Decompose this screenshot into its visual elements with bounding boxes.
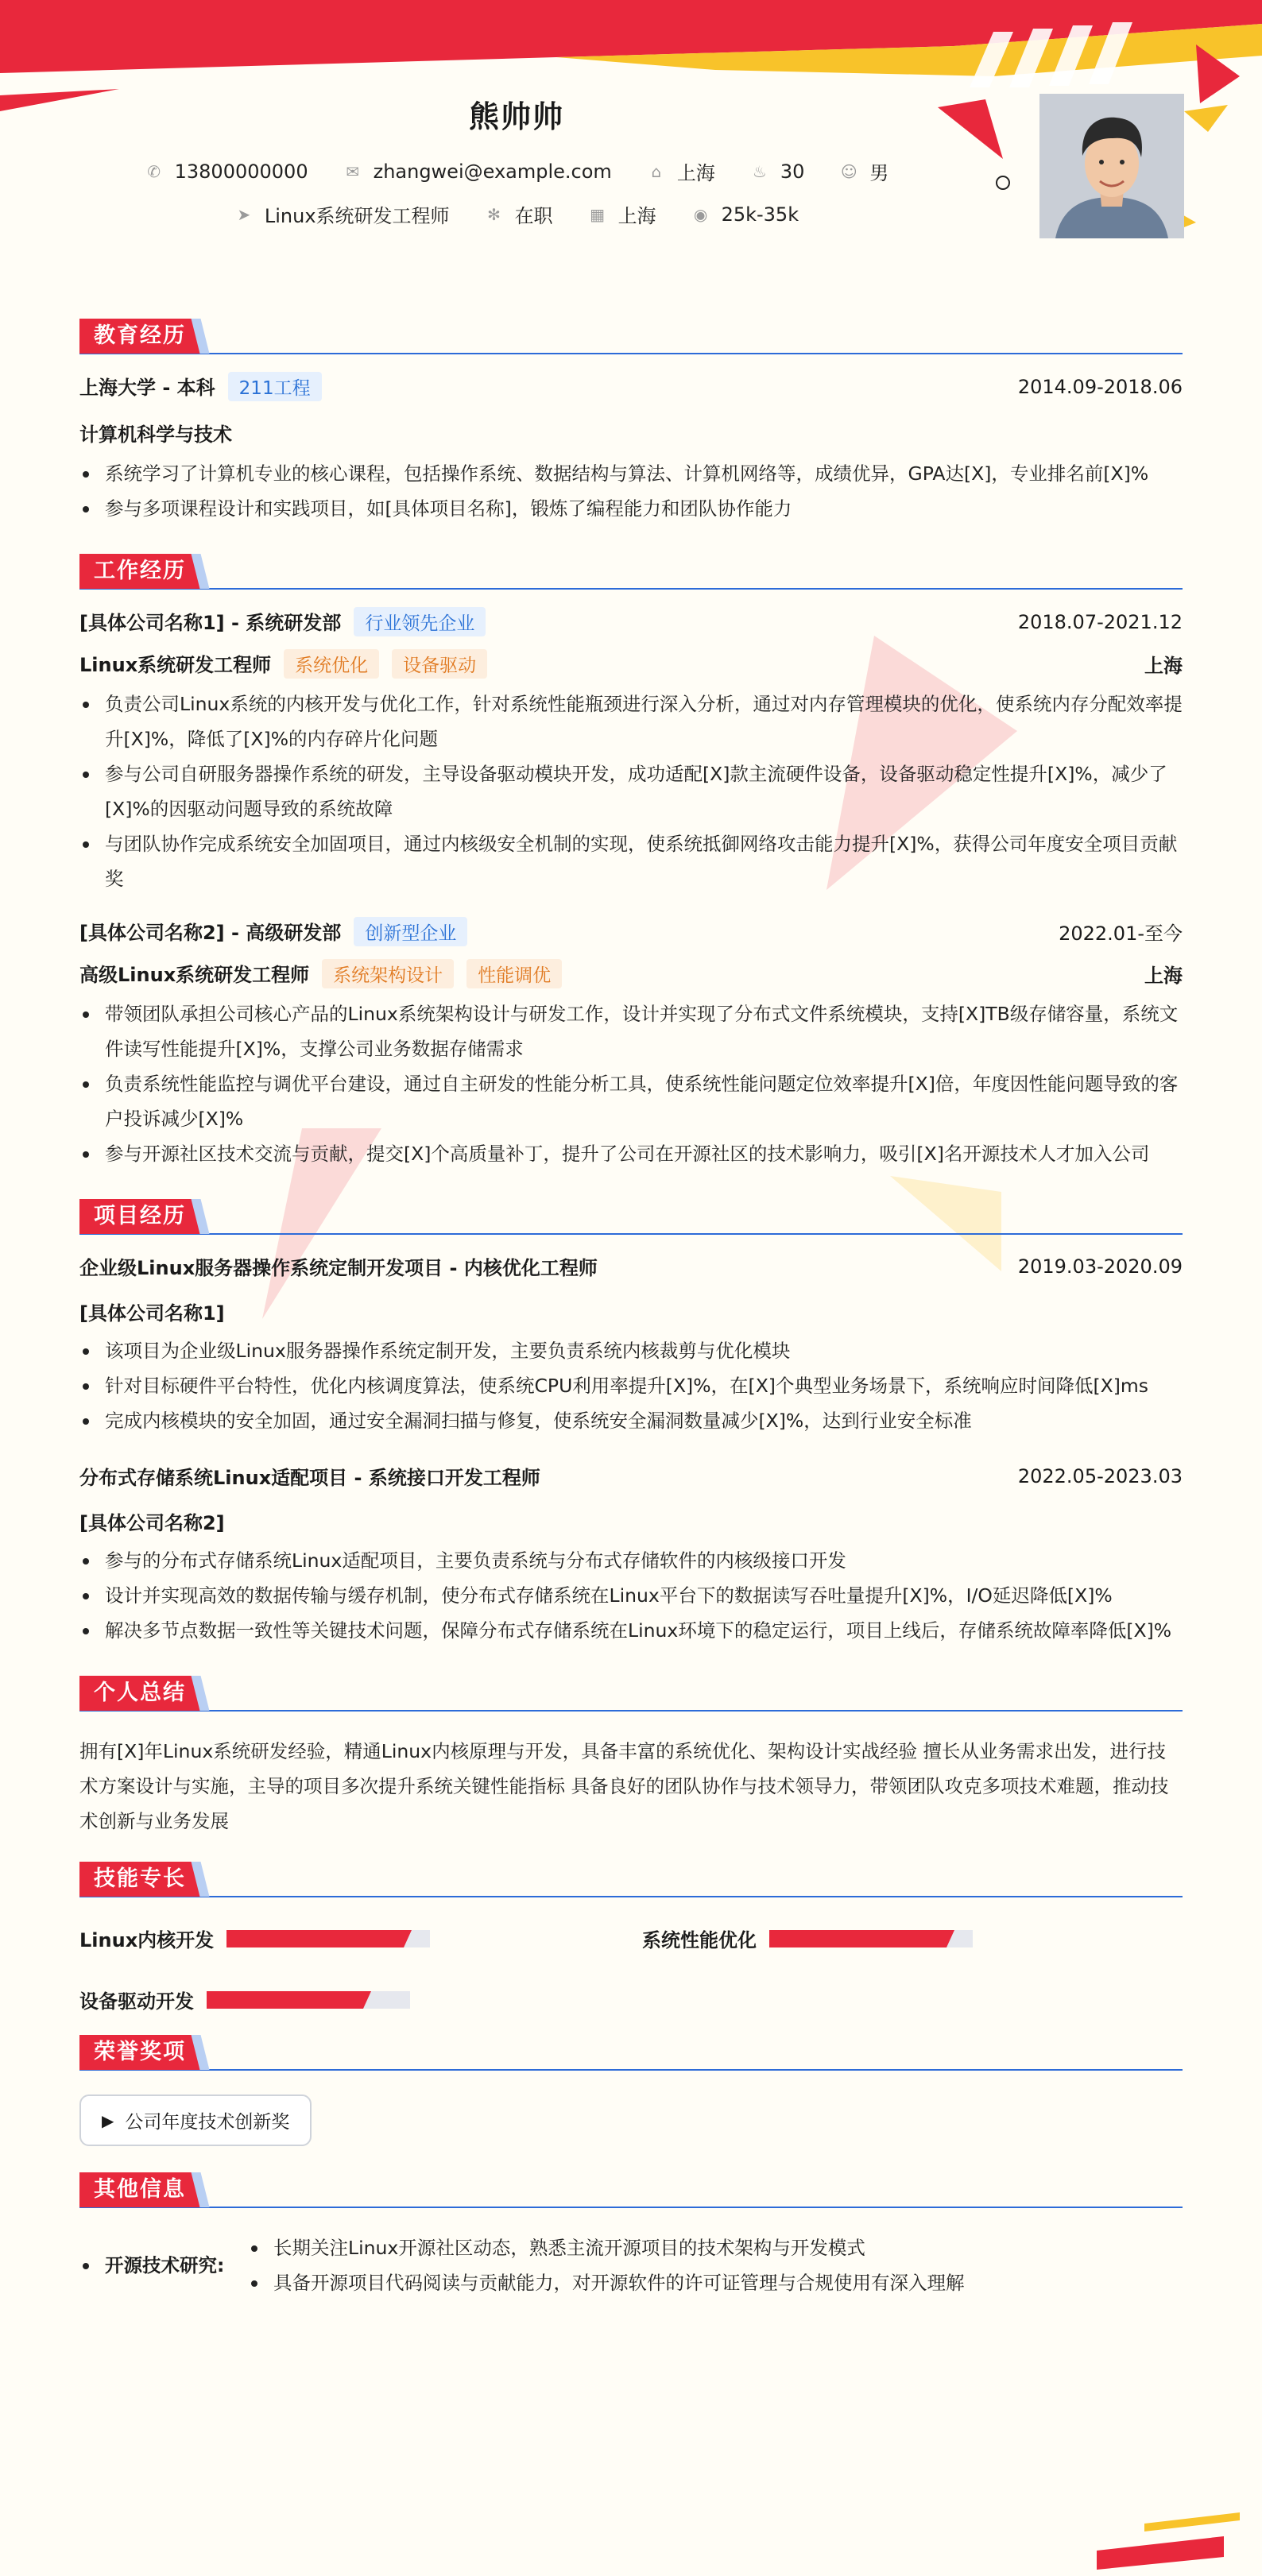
job-date: 2018.07-2021.12 [1017, 610, 1183, 633]
phone-icon: ✆ [147, 161, 161, 181]
home-icon: ⌂ [651, 161, 662, 181]
section-title: 荣誉奖项 [79, 2035, 200, 2070]
role-tag: 系统架构设计 [322, 959, 454, 988]
skill-name: 系统性能优化 [642, 1929, 757, 1951]
list-item: 设计并实现高效的数据传输与缓存机制，使分布式存储系统在Linux平台下的数据读写吞吐量提升[X]%，I/O延迟降低[X]% [79, 1578, 1183, 1613]
summary-section [79, 1669, 1183, 1839]
list-item: 参与多项课程设计和实践项目，如[具体项目名称]，锻炼了编程能力和团队协作能力 [79, 491, 1183, 526]
education-date: 2014.09-2018.06 [1017, 375, 1183, 398]
other-label [79, 2248, 240, 2283]
list-item: 系统学习了计算机专业的核心课程，包括操作系统、数据结构与算法、计算机网络等，成绩优异，GPA达[X]，专业排名前[X]% [79, 456, 1183, 491]
job-location: 上海 [1144, 655, 1183, 677]
job-role-row [79, 649, 1183, 679]
contact-row [79, 157, 954, 185]
candidate-name: 熊帅帅 [468, 99, 564, 134]
status-item [485, 200, 553, 228]
major: 计算机科学与技术 [79, 424, 232, 446]
skill-item [79, 1986, 410, 2013]
job-location: 上海 [1144, 965, 1183, 987]
skill-fill [226, 1930, 404, 1947]
target-city-item [588, 200, 656, 228]
job-intent-row [79, 200, 954, 228]
section-title: 技能专长 [79, 1862, 200, 1897]
skill-bar [226, 1930, 430, 1947]
skill-item [642, 1924, 973, 1952]
footer-decoration [1065, 2463, 1262, 2576]
job-company-wrap [79, 917, 467, 946]
list-item: 具备开源项目代码阅读与贡献能力，对开源软件的许可证管理与合规使用有深入理解 [248, 2265, 965, 2300]
gear-icon: ✻ [487, 204, 501, 224]
school-name-wrap [79, 372, 322, 401]
section-header [79, 1669, 1183, 1712]
award-chip[interactable] [79, 2094, 312, 2146]
list-item: 负责公司Linux系统的内核开发与优化工作，针对系统性能瓶颈进行深入分析，通过对内存管理模块的优化，使系统内存分配效率提升[X]%，降低了[X]%的内存碎片化问题 [79, 687, 1183, 756]
section-title: 教育经历 [79, 319, 200, 354]
project-row [79, 1462, 1183, 1490]
job-company-wrap [79, 607, 486, 636]
award-label: 公司年度技术创新奖 [125, 2112, 290, 2133]
work-section [79, 547, 1183, 1171]
honors-list [79, 2094, 1183, 2146]
job-role: Linux系统研发工程师 [79, 654, 272, 676]
salary-item [691, 203, 799, 226]
other-label-text: 开源技术研究: [105, 2254, 225, 2276]
project-name: 分布式存储系统Linux适配项目 - 系统接口开发工程师 [79, 1467, 540, 1489]
list-item: 参与的分布式存储系统Linux适配项目，主要负责系统与分布式存储软件的内核级接口开发 [79, 1543, 1183, 1578]
avatar [1039, 94, 1184, 238]
role-tag: 设备驱动 [392, 649, 487, 679]
section-header [79, 1855, 1183, 1897]
skills-section [79, 1855, 1183, 2013]
education-row [79, 372, 1183, 401]
gender-value: 男 [869, 162, 889, 184]
gender-item [839, 157, 888, 185]
job-company: [具体公司名称2] - 高级研发部 [79, 922, 342, 944]
resume-page [79, 0, 1183, 2300]
list-item: 完成内核模块的安全加固，通过安全漏洞扫描与修复，使系统安全漏洞数量减少[X]%，达到行业安全标准 [79, 1403, 1183, 1438]
job-company: [具体公司名称1] - 系统研发部 [79, 612, 342, 634]
projects-section [79, 1192, 1183, 1648]
resume-header [79, 0, 1183, 270]
other-item [79, 2230, 1183, 2300]
list-item: 负责系统性能监控与调优平台建设，通过自主研发的性能分析工具，使系统性能问题定位效率提升[X]倍，年度因性能问题导致的客户投诉减少[X]% [79, 1066, 1183, 1136]
job-role-row [79, 959, 1183, 988]
role-tag: 系统优化 [284, 649, 379, 679]
section-header [79, 1192, 1183, 1235]
building-icon: ▦ [590, 204, 606, 224]
skill-bar [207, 1991, 410, 2009]
section-title: 工作经历 [79, 554, 200, 589]
role-tag: 性能调优 [466, 959, 562, 988]
school-tag: 211工程 [228, 372, 322, 401]
email-value: zhangwei@example.com [373, 160, 612, 183]
play-icon: ▶ [102, 2110, 114, 2130]
cake-icon: ♨ [752, 161, 767, 181]
section-title: 项目经历 [79, 1199, 200, 1234]
age-item [750, 161, 805, 183]
position-item [234, 200, 450, 228]
avatar-illustration [1039, 94, 1184, 238]
project-row [79, 1252, 1183, 1280]
list-item: 参与开源社区技术交流与贡献，提交[X]个高质量补丁，提升了公司在开源社区的技术影响力，吸引[X]名开源技术人才加入公司 [79, 1136, 1183, 1171]
section-header [79, 2028, 1183, 2071]
position-value: Linux系统研发工程师 [264, 205, 450, 227]
project-company: [具体公司名称2] [79, 1512, 225, 1534]
job-company-row [79, 607, 1183, 636]
project-bullets [79, 1543, 1183, 1648]
education-section [79, 311, 1183, 526]
person-icon: ☺ [840, 161, 857, 181]
city-value: 上海 [676, 162, 715, 184]
project-bullets [79, 1333, 1183, 1438]
money-icon: ◉ [693, 204, 708, 224]
school-name: 上海大学 - 本科 [79, 377, 215, 399]
list-item: 带领团队承担公司核心产品的Linux系统架构设计与研发工作，设计并实现了分布式文件系统模块，支持[X]TB级存储容量，系统文件读写性能提升[X]%，支撑公司业务数据存储需求 [79, 996, 1183, 1066]
send-icon: ➤ [237, 204, 251, 224]
list-item: 解决多节点数据一致性等关键技术问题，保障分布式存储系统在Linux环境下的稳定运行，项目上线后，存储系统故障率降低[X]% [79, 1613, 1183, 1648]
job-date: 2022.01-至今 [1059, 922, 1183, 945]
skills-row [79, 1924, 1183, 1952]
status-value: 在职 [514, 205, 553, 227]
job-role: 高级Linux系统研发工程师 [79, 964, 310, 986]
skills-row [79, 1986, 1183, 2013]
email-item [343, 161, 612, 183]
job-role-wrap [79, 959, 562, 988]
education-bullets [79, 456, 1183, 526]
section-header [79, 311, 1183, 354]
skill-name: Linux内核开发 [79, 1929, 215, 1951]
phone-value: 13800000000 [174, 160, 308, 183]
project-date: 2019.03-2020.09 [1017, 1255, 1183, 1278]
skill-bar [769, 1930, 973, 1947]
list-item: 针对目标硬件平台特性，优化内核调度算法，使系统CPU利用率提升[X]%，在[X]个典型业务场景下，系统响应时间降低[X]ms [79, 1368, 1183, 1403]
company-tag: 创新型企业 [354, 917, 467, 946]
company-tag: 行业领先企业 [354, 607, 486, 636]
skill-name: 设备驱动开发 [79, 1990, 194, 2013]
section-header [79, 547, 1183, 590]
honors-section [79, 2028, 1183, 2146]
other-bullets [248, 2230, 965, 2300]
section-title: 个人总结 [79, 1676, 200, 1711]
list-item: 该项目为企业级Linux服务器操作系统定制开发，主要负责系统内核裁剪与优化模块 [79, 1333, 1183, 1368]
list-item: 参与公司自研服务器操作系统的研发，主导设备驱动模块开发，成功适配[X]款主流硬件设备，设备驱动稳定性提升[X]%，减少了[X]%的因驱动问题导致的系统故障 [79, 756, 1183, 826]
list-item: 与团队协作完成系统安全加固项目，通过内核级安全机制的实现，使系统抵御网络攻击能力提升[X]%，获得公司年度安全项目贡献奖 [79, 826, 1183, 896]
section-header [79, 2165, 1183, 2208]
section-title: 其他信息 [79, 2172, 200, 2207]
mail-icon: ✉ [346, 161, 359, 181]
list-item: 长期关注Linux开源社区动态，熟悉主流开源项目的技术架构与开发模式 [248, 2230, 965, 2265]
project-date: 2022.05-2023.03 [1017, 1464, 1183, 1487]
job-bullets [79, 687, 1183, 896]
summary-text: 拥有[X]年Linux系统研发经验，精通Linux内核原理与开发，具备丰富的系统优化、架构设计实战经验 擅长从业务需求出发，进行技术方案设计与实施，主导的项目多次提升系统关键性能指标 具备良好的团队协作与技术领导力，带领团队攻克多项技术难题，推动技术创新与业务发展 [79, 1740, 1169, 1832]
target-city-value: 上海 [617, 205, 656, 227]
age-value: 30 [780, 160, 805, 183]
job-bullets [79, 996, 1183, 1171]
city-item [647, 157, 715, 185]
phone-item [145, 161, 308, 183]
skill-fill [769, 1930, 946, 1947]
bullet-dot [83, 2263, 89, 2269]
other-section [79, 2165, 1183, 2300]
project-name: 企业级Linux服务器操作系统定制开发项目 - 内核优化工程师 [79, 1257, 598, 1279]
skill-fill [207, 1991, 363, 2009]
project-company: [具体公司名称1] [79, 1302, 225, 1325]
salary-value: 25k-35k [721, 203, 799, 226]
job-role-wrap [79, 649, 487, 679]
skill-item [79, 1924, 642, 1952]
job-company-row [79, 917, 1183, 946]
